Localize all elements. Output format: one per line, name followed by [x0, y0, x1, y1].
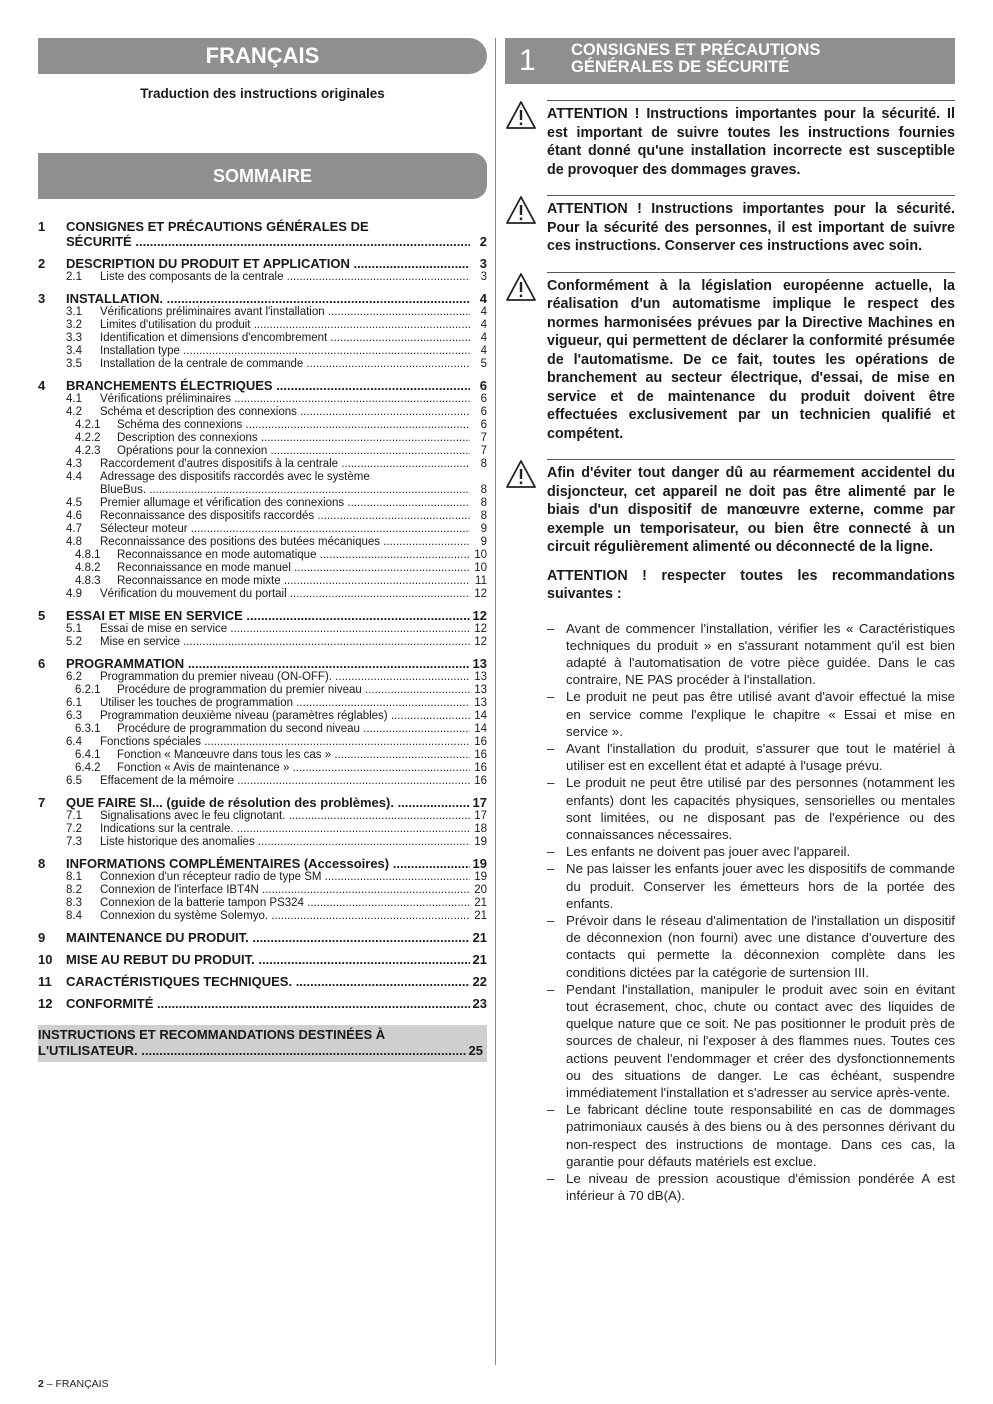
toc-entry-number: 4.6 — [66, 510, 82, 522]
toc-entry[interactable] — [38, 856, 487, 871]
toc-entry-title: Fonction « Manœuvre dans tous les cas » ..... — [117, 749, 470, 762]
toc-entry-title: Premier allumage et vérification des connexions ..... — [100, 497, 470, 510]
toc-entry[interactable] — [38, 510, 487, 523]
toc-entry-page: 8 — [480, 484, 487, 496]
toc-entry-page: 12 — [474, 636, 487, 648]
toc-entry-number: 4.8.3 — [75, 575, 101, 587]
toc-entry-page: 13 — [472, 656, 487, 671]
toc-entry-title: Reconnaissance des dispositifs raccordés ..... — [100, 510, 470, 523]
toc-entry-number: 6.2 — [66, 671, 82, 683]
toc-entry[interactable] — [38, 910, 487, 923]
toc-title: SOMMAIRE — [38, 153, 487, 199]
toc-user-page: 25 — [468, 1043, 483, 1058]
toc-entry-title: Schéma des connexions ..... — [117, 419, 470, 432]
toc-entry[interactable] — [38, 836, 487, 849]
toc-entry[interactable] — [38, 871, 487, 884]
footer-label: – FRANÇAIS — [43, 1378, 109, 1390]
toc-entry-number: 4.2.1 — [75, 419, 101, 431]
toc-entry-page: 8 — [480, 458, 487, 470]
toc-entry-page: 20 — [474, 884, 487, 896]
warning-rule — [547, 459, 955, 460]
table-of-contents — [38, 219, 487, 1011]
toc-entry-title: INFORMATIONS COMPLÉMENTAIRES (Accessoires) ..... — [66, 856, 470, 871]
toc-entry-title: Connexion de la batterie tampon PS324 ..... — [100, 897, 470, 910]
toc-entry-title: Reconnaissance en mode mixte ..... — [117, 575, 470, 588]
toc-entry-continued[interactable] — [38, 484, 487, 497]
toc-entry-title: Programmation du premier niveau (ON-OFF). ..... — [100, 671, 470, 684]
toc-entry-page: 13 — [474, 684, 487, 696]
toc-entry[interactable] — [38, 710, 487, 723]
toc-entry[interactable] — [38, 432, 487, 445]
toc-entry-page: 19 — [474, 871, 487, 883]
toc-entry-page: 18 — [474, 823, 487, 835]
toc-entry-title: Effacement de la mémoire ..... — [100, 775, 470, 788]
toc-entry[interactable] — [38, 684, 487, 697]
toc-entry-page: 14 — [474, 710, 487, 722]
toc-entry[interactable] — [38, 749, 487, 762]
toc-entry-title: Liste historique des anomalies ..... — [100, 836, 470, 849]
toc-entry[interactable] — [38, 736, 487, 749]
toc-entry-number: 7.3 — [66, 836, 82, 848]
toc-entry-title: Fonction « Avis de maintenance » ..... — [117, 762, 470, 775]
toc-entry-page: 12 — [474, 588, 487, 600]
toc-entry-number: 6.2.1 — [75, 684, 101, 696]
toc-entry-title: Signalisations avec le feu clignotant. ..... — [100, 810, 470, 823]
toc-entry-title: DESCRIPTION DU PRODUIT ET APPLICATION ..... — [66, 256, 470, 271]
toc-entry-page: 7 — [480, 432, 487, 444]
toc-entry-title: PROGRAMMATION ..... — [66, 656, 470, 671]
toc-entry-title: Utiliser les touches de programmation ..... — [100, 697, 470, 710]
recommendation-item: – Le fabricant décline toute responsabilité en cas de dommages patrimoniaux causés à des biens ou à des personnes dérivant du non-respect des instructions de montage. Dans ces cas, la garantie pour défauts matériels est exclue. — [547, 1101, 955, 1170]
toc-entry-number: 6.4.1 — [75, 749, 101, 761]
section-title — [571, 42, 820, 76]
toc-entry-title: Vérifications préliminaires ..... — [100, 393, 470, 406]
warning-text: ATTENTION ! Instructions importantes pour la sécurité. Pour la sécurité des personnes, il est important de suivre ces instructions. Conserver ces instructions avec soin. — [547, 201, 955, 254]
toc-entry-title: Limites d'utilisation du produit ..... — [100, 319, 470, 332]
left-column — [38, 38, 487, 1062]
toc-entry-number: 9 — [38, 930, 46, 945]
toc-entry-page: 10 — [474, 562, 487, 574]
recommendations-list — [505, 620, 955, 1205]
warning-triangle-icon — [505, 459, 537, 489]
toc-entry-page: 21 — [472, 952, 487, 967]
warning-rule — [547, 272, 955, 273]
toc-entry-page: 13 — [474, 697, 487, 709]
toc-entry[interactable] — [38, 378, 487, 393]
toc-entry-page: 17 — [472, 795, 487, 810]
language-title: FRANÇAIS — [38, 38, 487, 74]
warning-text: ATTENTION ! Instructions importantes pour la sécurité. Il est important de suivre toutes les instructions fournies étant donné qu'une installation incorrecte est susceptible de provoquer des dommages graves. — [547, 106, 955, 178]
toc-entry-number: 12 — [38, 996, 53, 1011]
toc-entry-page: 10 — [474, 549, 487, 561]
toc-entry[interactable] — [38, 256, 487, 271]
toc-entry[interactable] — [38, 445, 487, 458]
toc-entry-number: 8.2 — [66, 884, 82, 896]
column-divider — [495, 38, 496, 1365]
toc-entry-number: 3.4 — [66, 345, 82, 357]
toc-entry[interactable] — [38, 497, 487, 510]
toc-entry-title: Connexion du système Solemyo. ..... — [100, 910, 470, 923]
toc-entry-page: 8 — [480, 510, 487, 522]
toc-entry-title: Reconnaissance en mode manuel ..... — [117, 562, 470, 575]
toc-entry-number: 4.8.1 — [75, 549, 101, 561]
section-title-line2: GÉNÉRALES DE SÉCURITÉ — [571, 58, 790, 76]
toc-entry-title: Installation type ..... — [100, 345, 470, 358]
toc-entry[interactable] — [38, 671, 487, 684]
toc-entry-page: 6 — [480, 419, 487, 431]
toc-entry-number: 7 — [38, 795, 46, 810]
toc-entry-title: MAINTENANCE DU PRODUIT. ..... — [66, 930, 470, 945]
toc-entry-continued[interactable] — [38, 234, 487, 249]
toc-entry-title: Liste des composants de la centrale ..... — [100, 271, 470, 284]
toc-entry-number: 4.2.2 — [75, 432, 101, 444]
toc-entry[interactable] — [38, 697, 487, 710]
recommendation-item: – Les enfants ne doivent pas jouer avec l'appareil. — [547, 843, 955, 860]
toc-entry-number: 4.1 — [66, 393, 82, 405]
toc-entry-page: 14 — [474, 723, 487, 735]
toc-entry-number: 4.8.2 — [75, 562, 101, 574]
toc-entry-page: 2 — [479, 234, 487, 249]
toc-entry-page: 5 — [480, 358, 487, 370]
toc-entry-title: QUE FAIRE SI... (guide de résolution des problèmes). ..... — [66, 795, 470, 810]
toc-entry-title: Mise en service ..... — [100, 636, 470, 649]
toc-entry-number: 5.1 — [66, 623, 82, 635]
warning-triangle-icon — [505, 272, 537, 302]
toc-entry-page: 23 — [472, 996, 487, 1011]
toc-entry-page: 12 — [474, 623, 487, 635]
toc-entry-number: 4.8 — [66, 536, 82, 548]
toc-entry-number: 4.7 — [66, 523, 82, 535]
toc-entry-page: 3 — [480, 271, 487, 283]
toc-user-line1: INSTRUCTIONS ET RECOMMANDATIONS DESTINÉES À — [38, 1027, 386, 1042]
section-header — [505, 38, 955, 84]
recommend-heading: ATTENTION ! respecter toutes les recommandations suivantes : — [547, 567, 955, 602]
recommendation-item: – Avant de commencer l'installation, vérifier les « Caractéristiques techniques du produit » en s'assurant notamment qu'il est bien adapté à l'automatisation de votre pièce guidée. Dans le cas contraire, NE PAS procéder à l'installation. — [547, 620, 955, 689]
toc-entry-title: Programmation deuxième niveau (paramètres réglables) ..... — [100, 710, 470, 723]
toc-entry-title: Fonctions spéciales ..... — [100, 736, 470, 749]
toc-entry[interactable] — [38, 656, 487, 671]
toc-entry-title: Procédure de programmation du second niveau ..... — [117, 723, 470, 736]
toc-entry-title: ESSAI ET MISE EN SERVICE ..... — [66, 608, 470, 623]
toc-entry[interactable] — [38, 575, 487, 588]
toc-entry[interactable] — [38, 723, 487, 736]
safety-warning — [505, 459, 955, 557]
toc-entry-number: 8.3 — [66, 897, 82, 909]
toc-entry-page: 4 — [480, 306, 487, 318]
toc-entry-number: 3.3 — [66, 332, 82, 344]
toc-entry-page: 19 — [474, 836, 487, 848]
toc-entry-number: 8 — [38, 856, 46, 871]
toc-entry-title: Sélecteur moteur ..... — [100, 523, 470, 536]
toc-entry[interactable] — [38, 952, 487, 967]
toc-entry-title: MISE AU REBUT DU PRODUIT. ..... — [66, 952, 470, 967]
toc-entry-number: 1 — [38, 219, 46, 234]
toc-entry-page: 8 — [480, 497, 487, 509]
toc-entry-title-cont: SÉCURITÉ ..... — [66, 234, 470, 249]
toc-entry-page: 16 — [474, 749, 487, 761]
toc-entry-number: 6.4 — [66, 736, 82, 748]
safety-warning — [505, 195, 955, 256]
toc-entry-page: 9 — [480, 536, 487, 548]
section-title-line1: CONSIGNES ET PRÉCAUTIONS — [571, 41, 821, 59]
toc-entry-title: Reconnaissance en mode automatique ..... — [117, 549, 470, 562]
toc-entry-page: 21 — [474, 910, 487, 922]
toc-entry-number: 6.3 — [66, 710, 82, 722]
toc-entry[interactable] — [38, 996, 487, 1011]
warning-rule — [547, 195, 955, 196]
toc-entry[interactable] — [38, 930, 487, 945]
toc-entry-number: 4.3 — [66, 458, 82, 470]
toc-entry-title: CONSIGNES ET PRÉCAUTIONS GÉNÉRALES DE — [66, 219, 369, 234]
toc-entry-number: 7.1 — [66, 810, 82, 822]
toc-entry-title: Opérations pour la connexion ..... — [117, 445, 470, 458]
toc-entry-title: Vérifications préliminaires avant l'installation ..... — [100, 306, 470, 319]
warnings-list — [505, 100, 955, 557]
toc-entry-page: 11 — [475, 575, 487, 587]
toc-entry-page: 22 — [472, 974, 487, 989]
toc-entry-number: 3.1 — [66, 306, 82, 318]
toc-entry-page: 16 — [474, 736, 487, 748]
toc-entry-number: 8.1 — [66, 871, 82, 883]
toc-entry[interactable] — [38, 775, 487, 788]
toc-entry-number: 6.5 — [66, 775, 82, 787]
toc-entry-page: 16 — [474, 762, 487, 774]
toc-entry-page: 16 — [474, 775, 487, 787]
toc-entry[interactable] — [38, 393, 487, 406]
toc-entry-page: 21 — [472, 930, 487, 945]
toc-entry-page: 19 — [472, 856, 487, 871]
toc-entry[interactable] — [38, 406, 487, 419]
recommendation-item: – Le produit ne peut être utilisé par des personnes (notamment les enfants) dont les capacités physiques, sensorielles ou mentales sont limitées, ou ne disposant pas de l'expérience ou des connaissances nécessaires. — [547, 774, 955, 843]
toc-entry-title: Adressage des dispositifs raccordés avec le système — [100, 471, 370, 483]
toc-entry-number: 3.2 — [66, 319, 82, 331]
toc-entry[interactable] — [38, 306, 487, 319]
toc-entry-number: 7.2 — [66, 823, 82, 835]
toc-entry[interactable] — [38, 636, 487, 649]
toc-entry-page: 17 — [474, 810, 487, 822]
toc-entry[interactable] — [38, 345, 487, 358]
toc-entry-number: 4.4 — [66, 471, 82, 483]
toc-entry-title: Reconnaissance des positions des butées mécaniques ..... — [100, 536, 470, 549]
safety-warning — [505, 100, 955, 179]
toc-entry[interactable] — [38, 608, 487, 623]
toc-entry-page: 9 — [480, 523, 487, 535]
recommendation-item: – Avant l'installation du produit, s'assurer que tout le matériel à utiliser est en excellent état et adapté à l'usage prévu. — [547, 740, 955, 774]
warning-triangle-icon — [505, 100, 537, 130]
safety-warning — [505, 272, 955, 444]
toc-entry-page: 7 — [480, 445, 487, 457]
toc-entry-number: 4.2.3 — [75, 445, 101, 457]
toc-entry-title: Identification et dimensions d'encombrement ..... — [100, 332, 470, 345]
toc-entry[interactable] — [38, 332, 487, 345]
toc-entry[interactable] — [38, 823, 487, 836]
toc-entry-number: 6.4.2 — [75, 762, 101, 774]
toc-entry-page: 6 — [480, 393, 487, 405]
toc-entry-number: 3.5 — [66, 358, 82, 370]
toc-entry-number: 6.1 — [66, 697, 82, 709]
toc-entry-number: 10 — [38, 952, 53, 967]
toc-entry-title: Description des connexions ..... — [117, 432, 470, 445]
toc-entry-page: 4 — [480, 345, 487, 357]
recommendation-item: – Prévoir dans le réseau d'alimentation de l'installation un dispositif de déconnexion (non fourni) avec une distance d'ouverture des contacts qui permette la déconnexion complète dans les conditions dictées par la catégorie de surtension III. — [547, 912, 955, 981]
toc-entry-title: CONFORMITÉ ..... — [66, 996, 470, 1011]
toc-entry[interactable] — [38, 562, 487, 575]
toc-entry[interactable] — [38, 458, 487, 471]
toc-entry[interactable] — [38, 291, 487, 306]
toc-entry-page: 13 — [474, 671, 487, 683]
toc-entry-title: BRANCHEMENTS ÉLECTRIQUES ..... — [66, 378, 470, 393]
warning-text: Afin d'éviter tout danger dû au réarmement accidentel du disjoncteur, cet appareil ne doit pas être alimenté par le biais d'un dispositif de manœuvre externe, comme par exemple un temporisateur, ou bien être connecté à un circuit régulièrement alimenté ou déconnecté de la ligne. — [547, 465, 955, 555]
toc-entry-page: 3 — [479, 256, 487, 271]
recommendation-item: – Ne pas laisser les enfants jouer avec les dispositifs de commande du produit. Conserver les émetteurs hors de la portée des enfants. — [547, 860, 955, 912]
toc-entry[interactable] — [38, 358, 487, 371]
toc-entry[interactable] — [38, 762, 487, 775]
toc-entry-number: 4.2 — [66, 406, 82, 418]
toc-user-section[interactable] — [38, 1025, 487, 1062]
toc-entry[interactable] — [38, 271, 487, 284]
toc-entry-title: Essai de mise en service ..... — [100, 623, 470, 636]
toc-entry-title: Connexion d'un récepteur radio de type SM ..... — [100, 871, 470, 884]
toc-entry-number: 6 — [38, 656, 46, 671]
toc-entry-title: Indications sur la centrale. ..... — [100, 823, 470, 836]
toc-entry-number: 4.9 — [66, 588, 82, 600]
toc-entry-number: 11 — [38, 974, 52, 989]
toc-entry-page: 21 — [474, 897, 487, 909]
toc-entry[interactable] — [38, 536, 487, 549]
toc-entry-page: 4 — [480, 319, 487, 331]
toc-entry-page: 12 — [472, 608, 487, 623]
toc-entry-title-cont: BlueBus. ..... — [100, 484, 470, 497]
toc-entry[interactable] — [38, 884, 487, 897]
toc-entry[interactable] — [38, 419, 487, 432]
toc-entry[interactable] — [38, 623, 487, 636]
toc-entry-title: Procédure de programmation du premier niveau ..... — [117, 684, 470, 697]
recommendation-item: – Le produit ne peut pas être utilisé avant d'avoir effectué la mise en service comme l'explique le chapitre « Essai et mise en service ». — [547, 688, 955, 740]
toc-entry-number: 5 — [38, 608, 46, 623]
toc-entry-page: 6 — [479, 378, 487, 393]
footer-page-number: 2 — [38, 1378, 44, 1390]
toc-entry[interactable] — [38, 523, 487, 536]
toc-entry-title: Schéma et description des connexions ..... — [100, 406, 470, 419]
right-column — [505, 38, 955, 1204]
toc-entry[interactable] — [38, 471, 487, 484]
toc-entry-page: 4 — [480, 332, 487, 344]
toc-entry-title: Installation de la centrale de commande ..... — [100, 358, 470, 371]
toc-entry-title: CARACTÉRISTIQUES TECHNIQUES. ..... — [66, 974, 470, 989]
toc-entry-page: 6 — [480, 406, 487, 418]
toc-entry[interactable] — [38, 897, 487, 910]
page-footer — [38, 1378, 109, 1390]
toc-entry-number: 4.5 — [66, 497, 82, 509]
toc-entry[interactable] — [38, 549, 487, 562]
toc-entry-page: 4 — [479, 291, 487, 306]
toc-entry-number: 2.1 — [66, 271, 82, 283]
toc-entry-title: Raccordement d'autres dispositifs à la centrale ..... — [100, 458, 470, 471]
toc-entry[interactable] — [38, 810, 487, 823]
recommendation-item: – Le niveau de pression acoustique d'émission pondérée A est inférieur à 70 dB(A). — [547, 1170, 955, 1204]
toc-user-line2: L'UTILISATEUR. ..... — [38, 1043, 466, 1059]
toc-entry-title: Connexion de l'interface IBT4N ..... — [100, 884, 470, 897]
warning-text: Conformément à la législation européenne actuelle, la réalisation d'un automatisme implique le respect des normes harmonisées prévues par la Directive Machines en vigueur, qui permettent de déclarer la conformité présumée de l'automatisme. De ce fait, toutes les opérations de branchement au secteur électrique, d'essai, de mise en service et de maintenance du produit doivent être effectuées exclusivement par un technicien qualifié et compétent. — [547, 277, 955, 442]
toc-entry-number: 8.4 — [66, 910, 82, 922]
toc-entry[interactable] — [38, 319, 487, 332]
warning-triangle-icon — [505, 195, 537, 225]
recommendation-item: – Pendant l'installation, manipuler le produit avec soin en évitant tout écrasement, choc, chute ou contact avec des liquides de quelque nature que ce soit. Ne pas positionner le produit près de sources de chaleur, ni l'exposer à des flammes nues. Toutes ces actions peuvent l'endommager et créer des dysfonctionnements ou des situations de danger. Le cas échéant, suspendre immédiatement l'installation et s'adresser au service après-vente. — [547, 981, 955, 1101]
toc-entry[interactable] — [38, 974, 487, 989]
toc-entry-title: INSTALLATION. ..... — [66, 291, 470, 306]
toc-entry-number: 2 — [38, 256, 46, 271]
warning-rule — [547, 100, 955, 101]
toc-entry-number: 5.2 — [66, 636, 82, 648]
translation-subtitle: Traduction des instructions originales — [140, 86, 385, 101]
toc-entry-number: 6.3.1 — [75, 723, 101, 735]
section-number: 1 — [519, 44, 536, 77]
toc-entry[interactable] — [38, 588, 487, 601]
toc-entry-number: 4 — [38, 378, 46, 393]
toc-entry[interactable] — [38, 219, 487, 234]
toc-entry[interactable] — [38, 795, 487, 810]
toc-entry-title: Vérification du mouvement du portail ..... — [100, 588, 470, 601]
toc-entry-number: 3 — [38, 291, 46, 306]
